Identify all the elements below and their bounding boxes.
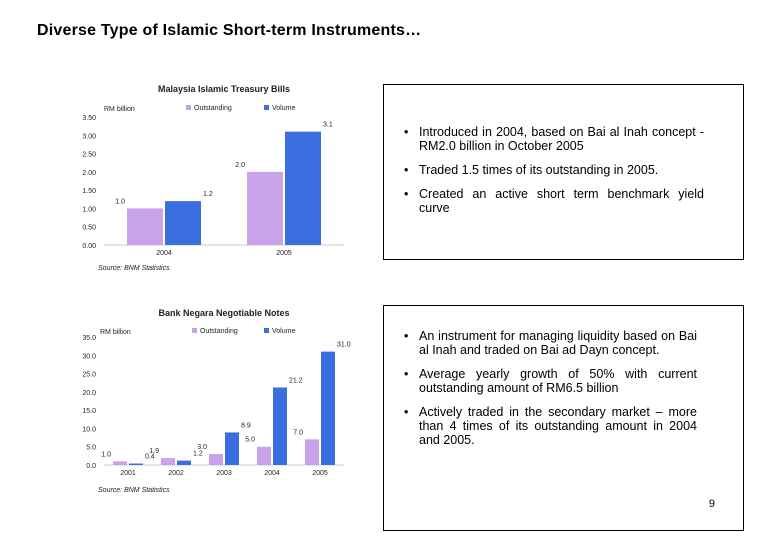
bar-volume [165,201,201,245]
bar-outstanding [161,458,175,465]
bar-volume [273,387,287,465]
page-title: Diverse Type of Islamic Short-term Instruments… [37,22,422,39]
bullet-item: • Traded 1.5 times of its outstanding in 2005. [402,163,704,177]
data-label: 1.0 [101,451,111,459]
legend-label: Outstanding [200,328,238,335]
legend-swatch [264,328,269,333]
y-tick-label: 20.0 [82,389,96,397]
y-tick-label: 25.0 [82,371,96,379]
bar-volume [321,352,335,465]
unit-label: RM billion [100,329,131,336]
legend-label: Volume [272,328,296,335]
y-tick-label: 0.00 [82,243,96,250]
y-tick-label: 3.00 [82,133,96,141]
data-label: 2.0 [235,161,245,169]
data-label: 3.0 [197,444,207,452]
treasury-bills-bullets [402,125,704,225]
data-label: 21.2 [289,377,303,385]
x-tick-label: 2001 [120,470,136,477]
x-tick-label: 2004 [264,470,280,477]
legend-swatch [264,105,269,110]
y-tick-label: 2.00 [82,169,96,177]
bullet-item: • Average yearly growth of 50% with current outstanding amount of RM6.5 billion [402,367,697,395]
y-tick-label: 3.50 [82,115,96,122]
treasury-bills-notes-box [383,84,744,260]
y-tick-label: 1.50 [82,188,96,196]
y-tick-label: 0.50 [82,224,96,232]
y-tick-label: 2.50 [82,151,96,159]
bullet-item: • An instrument for managing liquidity based on Bai al Inah and traded on Bai ad Dayn concept. [402,329,697,357]
bullet-item: • Created an active short term benchmark yield curve [402,187,704,215]
bullet-item: • Actively traded in the secondary market – more than 4 times of its outstanding amount in 2004 and 2005. [402,405,697,447]
bar-volume [177,461,191,465]
bullet-item: • Introduced in 2004, based on Bai al Inah concept - RM2.0 billion in October 2005 [402,125,704,153]
y-tick-label: 15.0 [82,408,96,416]
y-tick-label: 35.0 [82,335,96,342]
y-tick-label: 10.0 [82,426,96,434]
data-label: 0.4 [145,453,155,461]
negotiable-notes-bullets [402,329,697,457]
data-label: 1.2 [203,191,213,199]
bar-volume [129,464,143,465]
negotiable-notes-notes-box [383,305,744,531]
y-tick-label: 1.00 [82,206,96,214]
x-tick-label: 2005 [276,250,292,257]
bar-outstanding [257,447,271,465]
bar-outstanding [209,454,223,465]
data-label: 5.0 [245,436,255,444]
data-label: 8.9 [241,422,251,430]
x-tick-label: 2004 [156,250,172,257]
bar-outstanding [305,439,319,465]
x-tick-label: 2005 [312,470,328,477]
treasury-bills-chart [74,80,374,275]
chart-title: Bank Negara Negotiable Notes [158,308,290,318]
legend-swatch [186,105,191,110]
legend-swatch [192,328,197,333]
x-tick-label: 2002 [168,470,184,477]
bar-outstanding [113,461,127,465]
y-tick-label: 0.0 [86,463,96,470]
legend-label: Outstanding [194,105,232,112]
bar-volume [225,432,239,465]
data-label: 7.0 [293,429,303,437]
data-label: 31.0 [337,341,351,349]
negotiable-notes-chart [74,304,374,499]
y-tick-label: 5.0 [86,444,96,452]
chart-source: Source: BNM Statistics [98,265,170,272]
legend-label: Volume [272,105,296,112]
data-label: 1.0 [115,198,125,206]
bar-volume [285,132,321,245]
chart-source: Source: BNM Statistics [98,487,170,494]
chart-title: Malaysia Islamic Treasury Bills [157,84,291,94]
data-label: 3.1 [323,121,333,129]
data-label: 1.2 [193,450,203,458]
bar-outstanding [247,172,283,245]
data-label: 1.9 [149,448,159,456]
bar-outstanding [127,208,163,245]
unit-label: RM billion [104,106,135,113]
y-tick-label: 30.0 [82,353,96,361]
x-tick-label: 2003 [216,470,232,477]
page-number: 9 [708,498,715,510]
